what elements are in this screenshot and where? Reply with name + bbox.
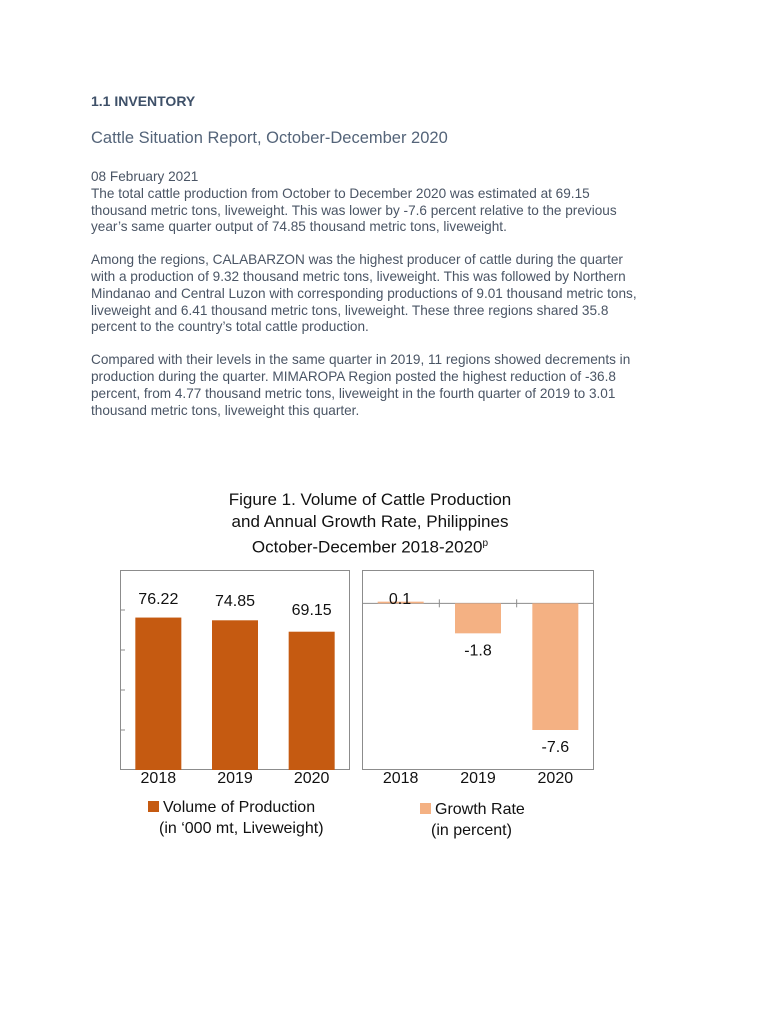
volume-legend [148, 797, 324, 839]
figure-title [120, 489, 620, 559]
data-label: 76.22 [138, 591, 179, 608]
x-tick-label: 2018 [140, 770, 177, 787]
paragraph-line: liveweight and 6.41 thousand metric tons, liveweight. These three regions shared 35.8 [91, 302, 609, 318]
data-label: -1.8 [464, 642, 492, 660]
data-label: 69.15 [291, 602, 332, 619]
paragraph-line: The total cattle production from October to December 2020 was estimated at 69.15 [91, 185, 590, 201]
volume-legend-label: Volume of Production [163, 799, 316, 816]
volume-chart [120, 570, 350, 790]
bar-2020 [289, 632, 335, 770]
paragraph-2 [91, 252, 691, 336]
bar-2019 [455, 603, 501, 633]
bar-2019 [212, 620, 258, 770]
paragraph-line: with a production of 9.32 thousand metric tons, liveweight. This was followed by Northern [91, 268, 626, 284]
paragraph-line: percent to the country’s total cattle production. [91, 319, 369, 335]
bar-2020 [532, 603, 578, 730]
paragraph-line: Among the regions, CALABARZON was the highest producer of cattle during the quarter [91, 252, 623, 268]
report-date: 08 February 2021 [91, 169, 199, 184]
preliminary-mark: p [482, 538, 489, 549]
report-title: Cattle Situation Report, October-December 2020 [91, 129, 448, 147]
x-tick-label: 2019 [460, 770, 496, 787]
x-tick-label: 2020 [537, 770, 574, 787]
data-label: -7.6 [541, 739, 570, 756]
section-heading: 1.1 INVENTORY [91, 93, 196, 109]
paragraph-line: thousand metric tons, liveweight. This was lower by -7.6 percent relative to the previous [91, 202, 617, 218]
data-label: 74.85 [214, 593, 256, 610]
paragraph-line: Mindanao and Central Luzon with corresponding productions of 9.01 thousand metric tons, [91, 285, 637, 301]
x-tick-label: 2018 [382, 770, 419, 787]
growth-legend-swatch [420, 803, 431, 814]
volume-legend-swatch [148, 801, 159, 812]
growth-legend [420, 799, 525, 841]
growth-legend-label: Growth Rate [435, 801, 525, 818]
paragraph-line: percent, from 4.77 thousand metric tons, liveweight in the fourth quarter of 2019 to 3.01 [91, 385, 616, 401]
paragraph-1 [91, 186, 691, 236]
paragraph-line: year’s same quarter output of 74.85 thousand metric tons, liveweight. [91, 219, 507, 235]
paragraph-line: production during the quarter. MIMAROPA Region posted the highest reduction of -36.8 [91, 368, 616, 384]
data-label: 0.1 [388, 591, 412, 608]
paragraph-line: thousand metric tons, liveweight this quarter. [91, 402, 360, 418]
figure-title-line: Figure 1. Volume of Cattle Production [228, 490, 512, 509]
figure-title-line [120, 533, 620, 559]
growth-chart [362, 570, 594, 790]
paragraph-line: Compared with their levels in the same quarter in 2019, 11 regions showed decrements in [91, 352, 631, 368]
figure-title-line: and Annual Growth Rate, Philippines [231, 512, 509, 531]
x-tick-label: 2019 [217, 770, 253, 787]
x-tick-label: 2020 [293, 770, 330, 787]
volume-legend-unit: (in ‘000 mt, Liveweight) [159, 820, 324, 837]
paragraph-3 [91, 352, 691, 419]
bar-2018 [135, 618, 181, 770]
growth-legend-unit: (in percent) [431, 822, 512, 839]
report-body [91, 169, 691, 419]
figure-title-text: October-December 2018-2020 [251, 537, 483, 557]
